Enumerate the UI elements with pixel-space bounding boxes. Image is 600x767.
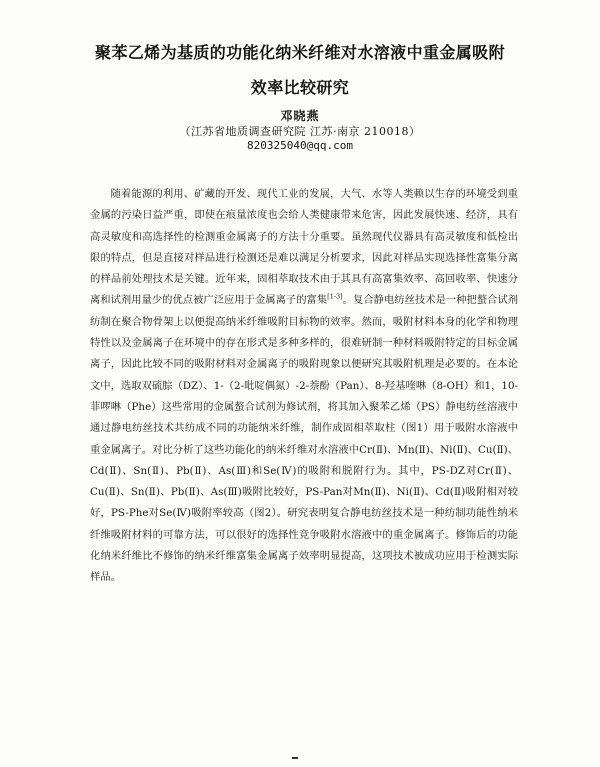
author-name: 邓晓燕 <box>280 109 320 123</box>
abstract-body <box>90 184 518 589</box>
author-email: 820325040@qq.com <box>247 139 353 152</box>
paper-title-line-1: 聚苯乙烯为基质的功能化纳米纤维对水溶液中重金属吸附 <box>94 43 505 62</box>
citation-reference: [1-3] <box>327 293 343 302</box>
author-affiliation: （江苏省地质调查研究院 江苏·南京 210018） <box>179 125 421 138</box>
page-footer-mark <box>292 757 298 759</box>
paper-title-line-2: 效率比较研究 <box>250 78 350 97</box>
body-text-part-2: 。复合静电纺丝技术是一种把螯合试剂纺制在聚合物骨架上以便提高纳米纤维吸附目标物的效率。然而，吸附材料本身的化学和物理特性以及金属离子在环境中的存在形式是多种多样的，很难研制一种材料吸附特定的目标金属离子，因此比较不同的吸附材料对金属离子的吸附现象以便研究其吸附机理是必要的。在本论文中，选取双硫腙（DZ）、1-（2-吡啶偶氮）-2-萘酚（Pan）、8-羟基喹啉（8-OH）和1，10-菲啰啉（Phe）这些常用的金属螯合试剂为修试剂，将其加入聚苯乙烯（PS）静电纺丝溶液中通过静电纺丝技术共纺成不同的功能纳米纤维，制作成固相萃取柱（图1）用于吸附水溶液中重金属离子。对比分析了这些功能化的纳米纤维对水溶液中Cr(Ⅱ)、Mn(Ⅱ)、Ni(Ⅱ)、Cu(Ⅱ)、Cd(Ⅱ)、Sn(Ⅱ)、Pb(Ⅱ)、As(Ⅲ)和Se(Ⅳ)的吸附和脱附行为。其中，PS-DZ对Cr(Ⅱ)、Cu(Ⅱ)、Sn(Ⅱ)、Pb(Ⅱ)、As(Ⅲ)吸附比较好，PS-Pan对Mn(Ⅱ)、Ni(Ⅱ)、Cd(Ⅱ)吸附相对较好，PS-Phe对Se(Ⅳ)吸附率较高（图2）。研究表明复合静电纺丝技术是一种纺制功能性纳米纤维吸附材料的可靠方法，可以很好的选择性竞争吸附水溶液中的重金属离子。修饰后的功能化纳米纤维比不修饰的纳米纤维富集金属离子效率明显提高，这项技术被成功应用于检测实际样品。 <box>90 294 519 584</box>
body-text-part-1: 随着能源的利用、矿藏的开发、现代工业的发展，大气、水等人类赖以生存的环境受到重金属的污染日益严重，即使在痕量浓度也会给人类健康带来危害，因此发展快速、经济，具有高灵敏度和高选择性的检测重金属离子的方法十分重要。虽然现代仪器具有高灵敏度和低检出限的特点，但是直接对样品进行检测还是难以满足分析要求，因此对样品实现选择性富集分离的样品前处理技术是关键。近年来，固相萃取技术由于其具有高富集效率、高回收率、快速分离和试剂用量少的优点被广泛应用于金属离子的富集 <box>90 188 518 307</box>
abstract-paragraph <box>90 184 518 589</box>
